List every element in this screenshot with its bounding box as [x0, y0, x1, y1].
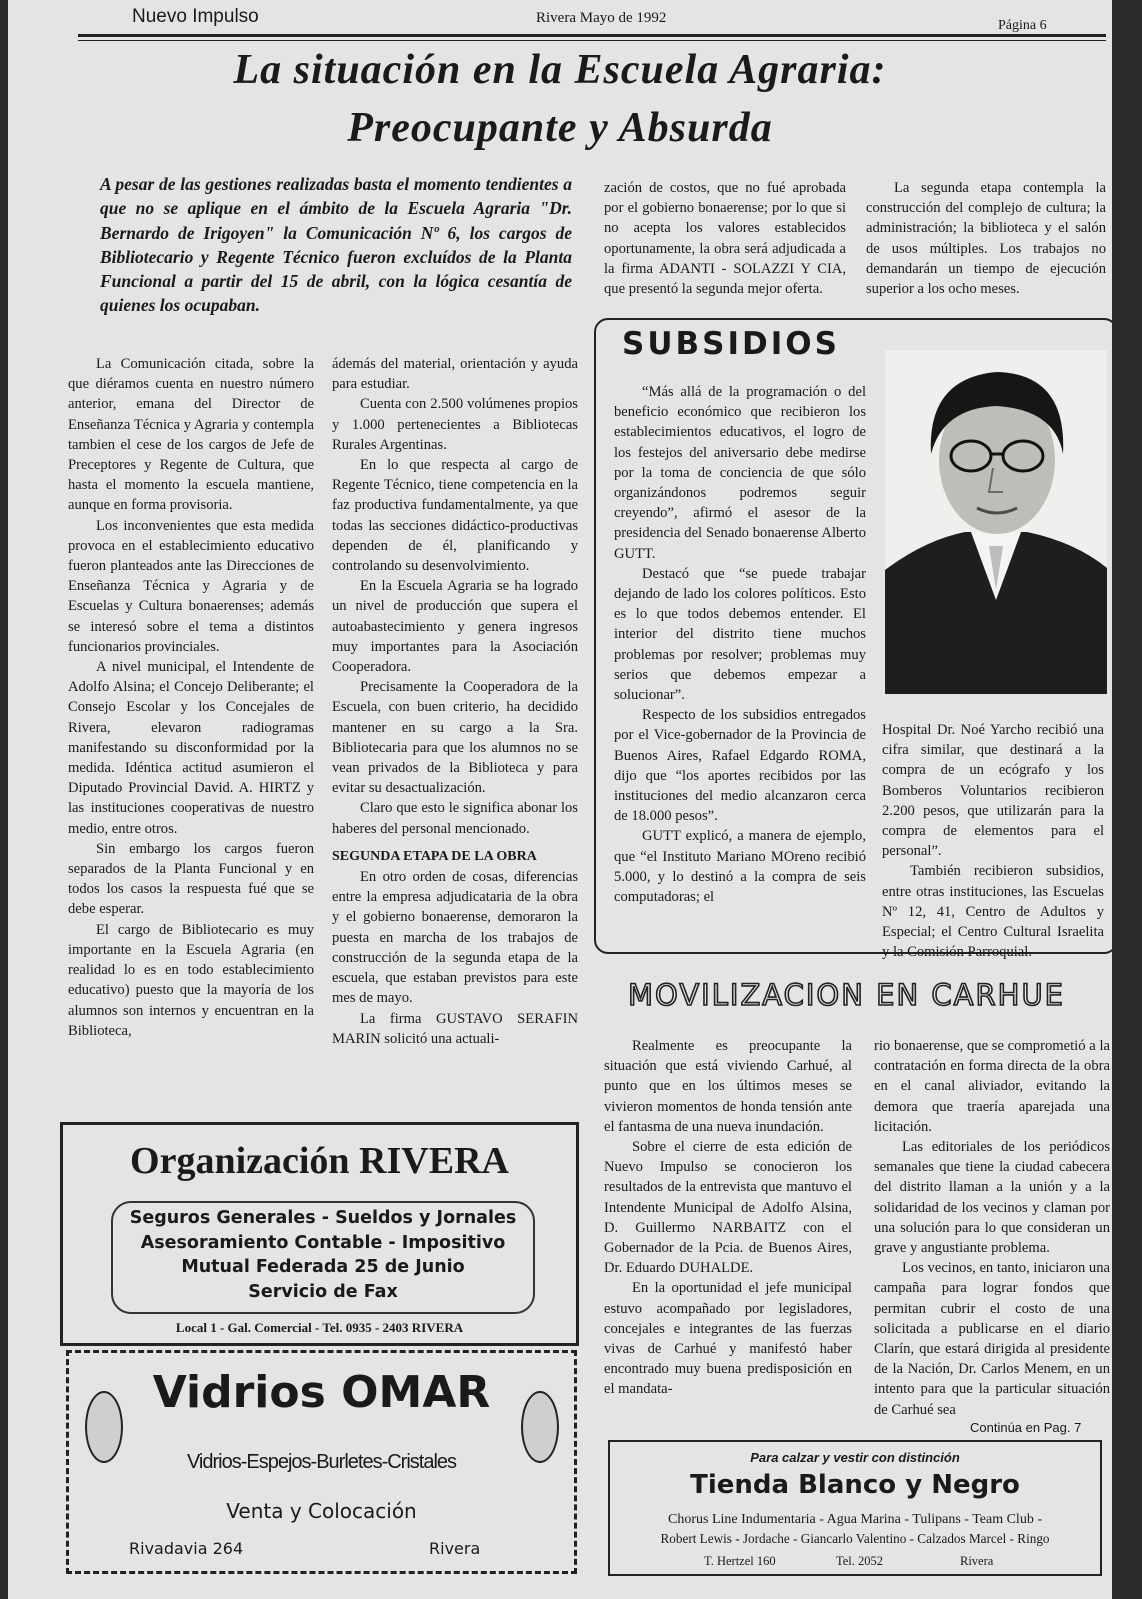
page-number: Página 6 [998, 18, 1047, 33]
paragraph: Precisamente la Cooperadora de la Escuela, con buen criterio, ha decidido mantener en su cargo a la Sra. Bibliotecaria para que los alumnos no se vean privados de la Biblioteca y para evitar su desactualización. [332, 679, 578, 797]
paragraph: Claro que esto le significa abonar los haberes del personal mencionado. [332, 800, 578, 837]
headline-line-1: La situación en la Escuela Agraria: [233, 47, 887, 93]
paragraph: Los vecinos, en tanto, iniciaron una campaña para lograr fondos que permitan cubrir el costo de una solicitada a publicarse en el diario Clarín, que estará dirigida al presidente de la Nación, Dr. Carlos Menem, en un intento para que la particular situación de Carhué sea [874, 1260, 1110, 1418]
paragraph: Las editoriales de los periódicos semanales que tiene la ciudad cabecera del distrito llaman a la unión y a la solidaridad de los vecinos y claman por una solución para lo que consideran un grave y angustiante problema. [874, 1139, 1110, 1257]
paragraph: En la oportunidad el jefe municipal estuvo acompañado por legisladores, concejales e integrantes de las fuerzas vivas de Carhué y manifestó haber encontrado muy buena predisposición en el mandata- [604, 1280, 852, 1398]
portrait-photo [885, 350, 1107, 694]
article-col3-text: zación de costos, que no fué aprobada por el gobierno bonaerense; por lo que si no acepta los valores establecidos oportunamente, la obra será adjudicada a la firma ADANTI - SOLAZZI Y CIA, que presentó la segunda mejor oferta. [604, 180, 846, 298]
ad-tienda-tagline: Para calzar y vestir con distinción [750, 1450, 960, 1465]
paragraph: rio bonaerense, que se comprometió a la contratación en forma directa de la obra en el canal aliviador, evitando la demora que traería aparejada una licitación. [874, 1038, 1110, 1135]
ad-omar-service: Venta y Colocación [226, 1499, 417, 1523]
paragraph: Sin embargo los cargos fueron separados de la Planta Funcional y en todos los casos la respuesta fué que se debe esperar. [68, 840, 314, 918]
ad-omar-city: Rivera [429, 1539, 481, 1558]
issue-date: Rivera Mayo de 1992 [536, 10, 667, 26]
portrait-illustration [885, 350, 1107, 694]
ad-omar-products: Vidrios-Espejos-Burletes-Cristales [186, 1451, 457, 1473]
header-rule [78, 34, 1106, 37]
ad-rivera-line: Servicio de Fax [248, 1281, 398, 1302]
paragraph: GUTT explicó, a manera de ejemplo, que “el Instituto Mariano MOreno recibió 5.000, y lo destinó a la compra de seis computadoras; el [614, 828, 866, 906]
ad-rivera-line: Asesoramiento Contable - Impositivo [140, 1232, 506, 1253]
ad-tienda-title: Tienda Blanco y Negro [690, 1470, 1020, 1500]
paragraph: Los inconvenientes que esta medida provoca en el establecimiento educativo fueron planteados ante las Direcciones de Enseñanza Técnica y Agraria y de Escuelas y Cultura bonaerenses; además se interesó sobre el tema a distintos funcionarios provinciales. [68, 517, 314, 655]
movilizacion-column-2 [874, 1036, 1110, 1420]
paragraph: “Más allá de la programación o del beneficio económico que recibieron los establecimientos educativos, el logro de los festejos del aniversario debe medirse por la toma de conciencia de que sólo organizándonos podremos seguir creyendo”, afirmó el asesor de la presidencia del Senado bonaerense Alberto GUTT. [614, 384, 866, 562]
paragraph: En lo que respecta al cargo de Regente Técnico, tiene competencia en la faz productiva fundamentalmente, ya que todas las secciones didáctico-productivas dependen de él, planificando y controlando su desenvolvimiento. [332, 457, 578, 575]
ad-rivera-services [111, 1201, 535, 1314]
paragraph: ádemás del material, orientación y ayuda para estudiar. [332, 356, 578, 393]
ad-tienda-address: T. Hertzel 160 [704, 1554, 776, 1568]
paragraph: Cuenta con 2.500 volúmenes propios y 1.000 pertenecientes a Bibliotecas Rurales Argentinas. [332, 396, 578, 453]
subsidios-heading: SUBSIDIOS [622, 326, 840, 362]
subheading-segunda-etapa: SEGUNDA ETAPA DE LA OBRA [332, 848, 537, 864]
ad-tienda-brands [610, 1510, 1100, 1548]
paragraph: También recibieron subsidios, entre otras instituciones, las Escuelas Nº 12, 41, Centro de Adultos y Especial; el Centro Cultural Israelita y la Comisión Parroquial. [882, 863, 1104, 961]
paragraph: En otro orden de cosas, diferencias entre la empresa adjudicataria de la obra y el gobierno bonaerense, demoraron la puesta en marcha de los trabajos de construcción de la segunda etapa de la escuela, que estaban previstos para este mes de mayo. [332, 869, 578, 1007]
movilizacion-heading: MOVILIZACION EN CARHUE [628, 978, 1066, 1012]
paragraph: En la Escuela Agraria se ha logrado un nivel de producción que supera el autoabastecimiento y genera ingresos muy importantes para la Asociación Cooperadora. [332, 578, 578, 676]
paragraph: A nivel municipal, el Intendente de Adolfo Alsina; el Concejo Deliberante; el Consejo Escolar y los Concejales de Rivera, elevaron radiogramas manifestando su disconformidad por la medida. Idéntica actitud asumieron el Diputado Provincial David. A. HIRTZ y las instituciones cooperativas de nuestro medio, entre otros. [68, 659, 314, 837]
ad-tienda-brands-line: Chorus Line Indumentaria - Agua Marina - Tulipans - Team Club - [668, 1512, 1042, 1527]
article-column-1 [68, 354, 314, 1041]
ad-tienda-brands-line: Robert Lewis - Jordache - Giancarlo Valentino - Calzados Marcel - Ringo [660, 1531, 1050, 1546]
ad-omar-address: Rivadavia 264 [129, 1539, 244, 1558]
ad-tienda-city: Rivera [960, 1554, 994, 1568]
article-col4-text: La segunda etapa contempla la construcción del complejo de cultura; la administración; la biblioteca y el salón de usos múltiples. Los trabajos no demandarán un tiempo de ejecución superior a los ocho meses. [866, 180, 1106, 298]
ad-rivera-line: Mutual Federada 25 de Junio [181, 1257, 465, 1277]
headline-line-2: Preocupante y Absurda [347, 105, 773, 151]
article-column-2 [332, 354, 578, 1049]
paragraph: La Comunicación citada, sobre la que diéramos cuenta en nuestro número anterior, emana del Director de Enseñanza Técnica y Agraria y contempla tambien el cese de los cargos de Jefe de Preceptores y Regente de Cultura, que hasta el momento la escuela mantiene, aunque en forma provisoria. [68, 356, 314, 514]
ad-organizacion-rivera [60, 1122, 579, 1346]
ad-tienda-blanco-negro [608, 1440, 1102, 1576]
paragraph: Respecto de los subsidios entregados por el Vice-gobernador de la Provincia de Buenos Aires, Rafael Edgardo ROMA, dijo que “los aportes recibidos por las instituciones del medio alcanzaron cerca de 18.000 pesos”. [614, 707, 866, 825]
article-column-4-top [866, 178, 1106, 299]
ad-omar-title: Vidrios OMAR [152, 1367, 491, 1418]
newspaper-page [8, 0, 1112, 1599]
continue-note: Continúa en Pag. 7 [970, 1420, 1082, 1435]
lead-paragraph: A pesar de las gestiones realizadas basta el momento tendientes a que no se aplique en el ámbito de la Escuela Agraria "Dr. Bernardo de Irigoyen" la Comunicación Nº 6, los cargos de Bibliotecario y Regente Técnico fueron excluídos de la Planta Funcional a partir del 15 de abril, con la lógica cesantía de quienes los ocupaban. [100, 174, 572, 316]
paragraph: Sobre el cierre de esta edición de Nuevo Impulso se conocieron los resultados de la entrevista que mantuvo el Intendente Municipal de Adolfo Alsina, D. Guillermo NARBAITZ con el Gobernador de la Pcia. de Buenos Aires, Dr. Eduardo DUHALDE. [604, 1139, 852, 1277]
paragraph: El cargo de Bibliotecario es muy importante en la Escuela Agraria (en realidad lo es en todo establecimiento educativo) puesto que la mayoría de los alumnos son internos y encuentran en la Biblioteca, [68, 921, 314, 1039]
subsidios-column-1 [614, 382, 866, 907]
ad-vidrios-omar [66, 1350, 577, 1574]
ad-rivera-line: Seguros Generales - Sueldos y Jornales [129, 1208, 517, 1228]
paragraph: Hospital Dr. Noé Yarcho recibió una cifra similar, que destinará a la compra de un ecógrafo y los Bomberos Voluntarios recibieron 2.200 pesos, que utilizarán para la compra de elementos para el personal”. [882, 722, 1104, 860]
movilizacion-column-1 [604, 1036, 852, 1400]
paragraph: Destacó que “se puede trabajar dejando de lado los colores políticos. Esto es lo que todos debemos entender. El interior del distrito tiene muchos problemas por resolver; problemas muy serios que debemos empezar a solucionar”. [614, 565, 866, 704]
ad-rivera-title: Organización RIVERA [130, 1140, 509, 1182]
publication-name: Nuevo Impulso [132, 6, 259, 27]
paragraph: La firma GUSTAVO SERAFIN MARIN solicitó una actuali- [332, 1010, 578, 1047]
subsidios-column-2 [882, 720, 1104, 962]
ad-tienda-phone: Tel. 2052 [836, 1554, 884, 1568]
article-column-3-top [604, 178, 846, 299]
paragraph: Realmente es preocupante la situación que está viviendo Carhué, al punto que en los últimos meses se vivieron momentos de honda tensión ante el fantasma de una nueva inundación. [604, 1038, 852, 1135]
ad-rivera-footer: Local 1 - Gal. Comercial - Tel. 0935 - 2403 RIVERA [175, 1320, 464, 1335]
